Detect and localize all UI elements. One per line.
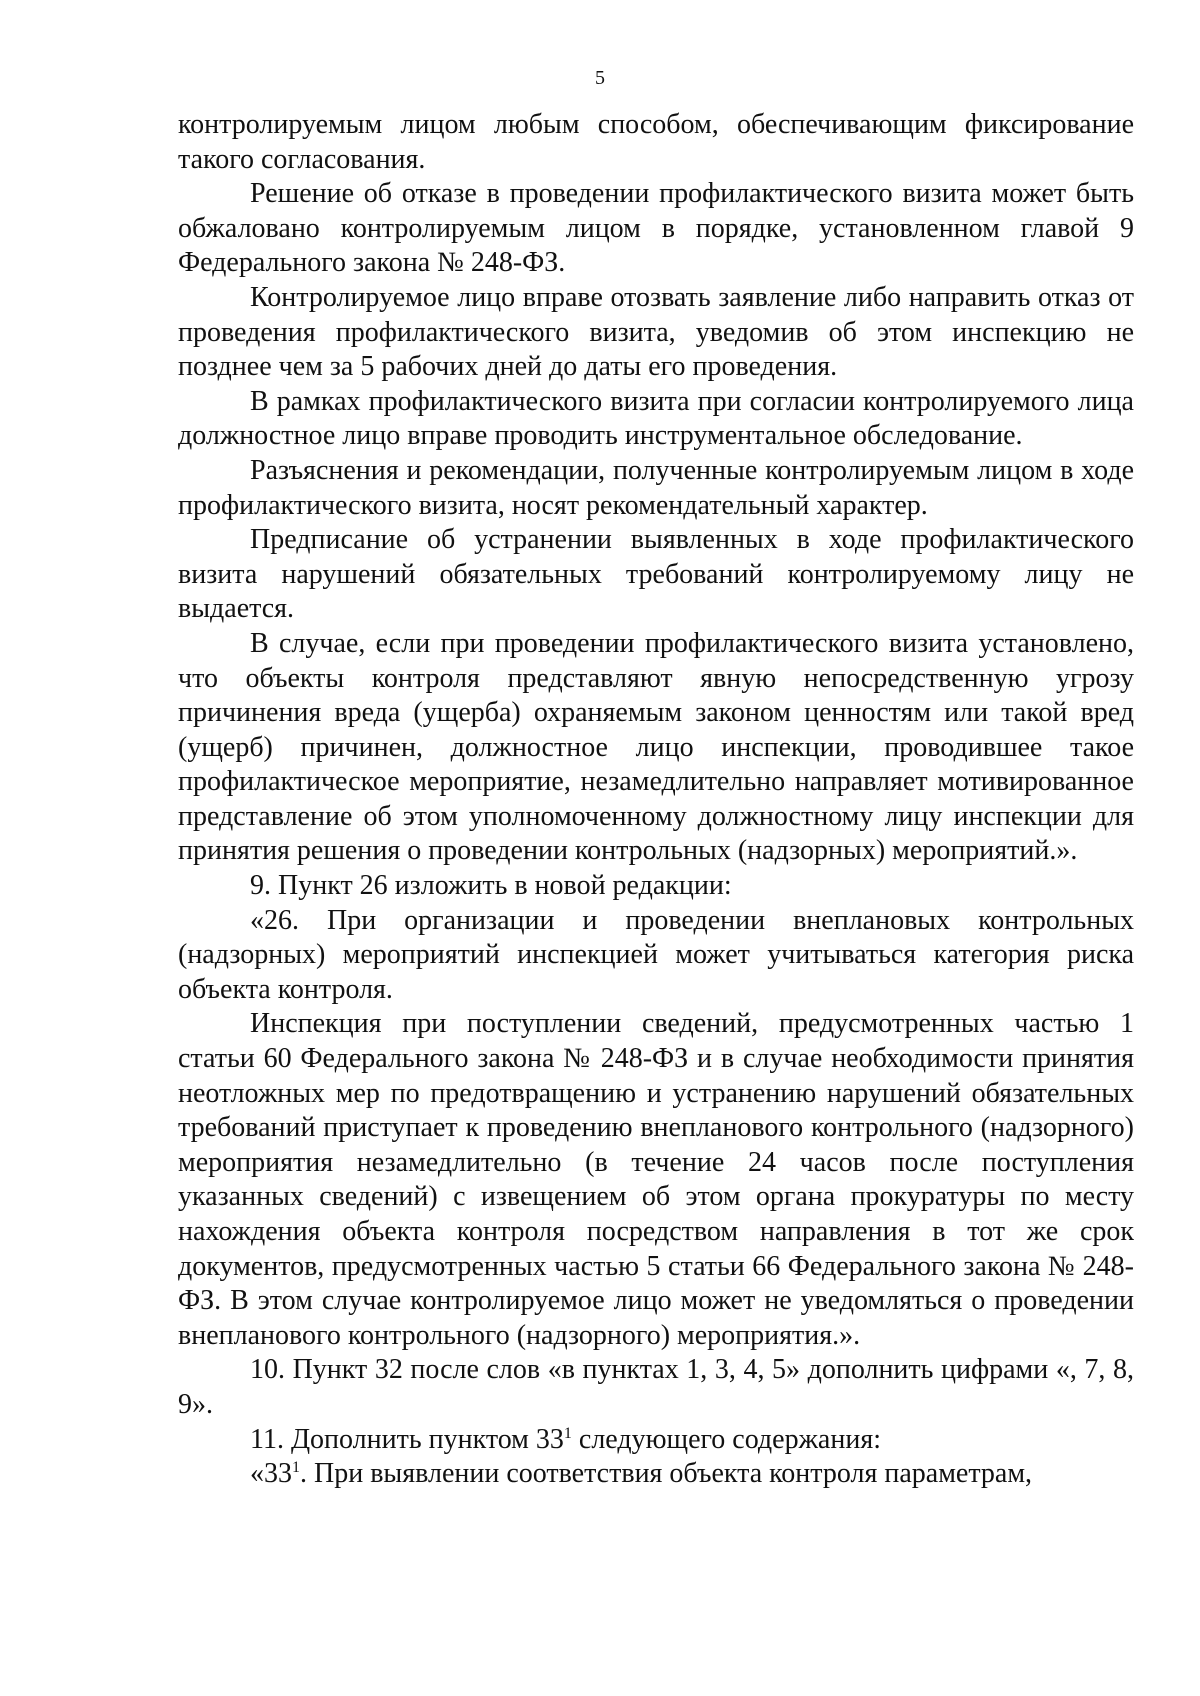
paragraph-7: В случае, если при проведении профилактического визита установлено, что объекты контроля представляют явную непосредственную угрозу причинения вреда (ущерба) охраняемым законом ценностям или такой вред (ущерб) причинен, должностное лицо инспекции, проводившее такое профилактическое мероприятие, незамедлительно направляет мотивированное представление об этом уполномоченному должностному лицу инспекции для принятия решения о проведении контрольных (надзорных) мероприятий.». [178,627,1134,867]
paragraph-10: Инспекция при поступлении сведений, предусмотренных частью 1 статьи 60 Федерального закона № 248-ФЗ и в случае необходимости принятия неотложных мер по предотвращению и устранению нарушений обязательных требований приступает к проведению внепланового контрольного (надзорного) мероприятия незамедлительно (в течение 24 часов после поступления указанных сведений) с извещением об этом органа прокуратуры по месту нахождения объекта контроля посредством направления в тот же срок документов, предусмотренных частью 5 статьи 66 Федерального закона № 248-ФЗ. В этом случае контролируемое лицо может не уведомляться о проведении внепланового контрольного (надзорного) мероприятия.». [178,1008,1134,1351]
paragraph-9: «26. При организации и проведении внеплановых контрольных (надзорных) мероприятий инспекцией может учитываться категория риска объекта контроля. [178,904,1134,1005]
paragraph-4: В рамках профилактического визита при согласии контролируемого лица должностное лицо вправе проводить инструментальное обследование. [178,385,1134,452]
paragraph-13-text-after: . При выявлении соответствия объекта контроля параметрам, [300,1458,1033,1490]
document-body [178,108,1134,1492]
paragraph-5: Разъяснения и рекомендации, полученные контролируемым лицом в ходе профилактического визита, носят рекомендательный характер. [178,454,1134,521]
paragraph-13-text-before: «33 [250,1458,292,1490]
paragraph-6: Предписание об устранении выявленных в ходе профилактического визита нарушений обязательных требований контролируемому лицу не выдается. [178,524,1134,625]
paragraph-2: Решение об отказе в проведении профилактического визита может быть обжаловано контролируемым лицом в порядке, установленном главой 9 Федерального закона № 248-ФЗ. [178,178,1134,279]
paragraph-8: 9. Пункт 26 изложить в новой редакции: [250,870,732,902]
paragraph-12-text-before: 11. Дополнить пунктом 33 [250,1423,564,1455]
paragraph-12 [178,1423,1134,1458]
paragraph-3: Контролируемое лицо вправе отозвать заявление либо направить отказ от проведения профилактического визита, уведомив об этом инспекцию не позднее чем за 5 рабочих дней до даты его проведения. [178,281,1134,383]
paragraph-12-superscript: 1 [563,1424,572,1442]
paragraph-12-text-after: следующего содержания: [571,1423,881,1455]
paragraph-11: 10. Пункт 32 после слов «в пунктах 1, 3, 4, 5» дополнить цифрами «, 7, 8, 9». [178,1354,1134,1420]
paragraph-13 [178,1457,1134,1492]
paragraph-1: контролируемым лицом любым способом, обеспечивающим фиксирование такого согласования. [178,109,1134,175]
paragraph-13-superscript: 1 [292,1459,300,1477]
page-number: 5 [595,67,605,89]
